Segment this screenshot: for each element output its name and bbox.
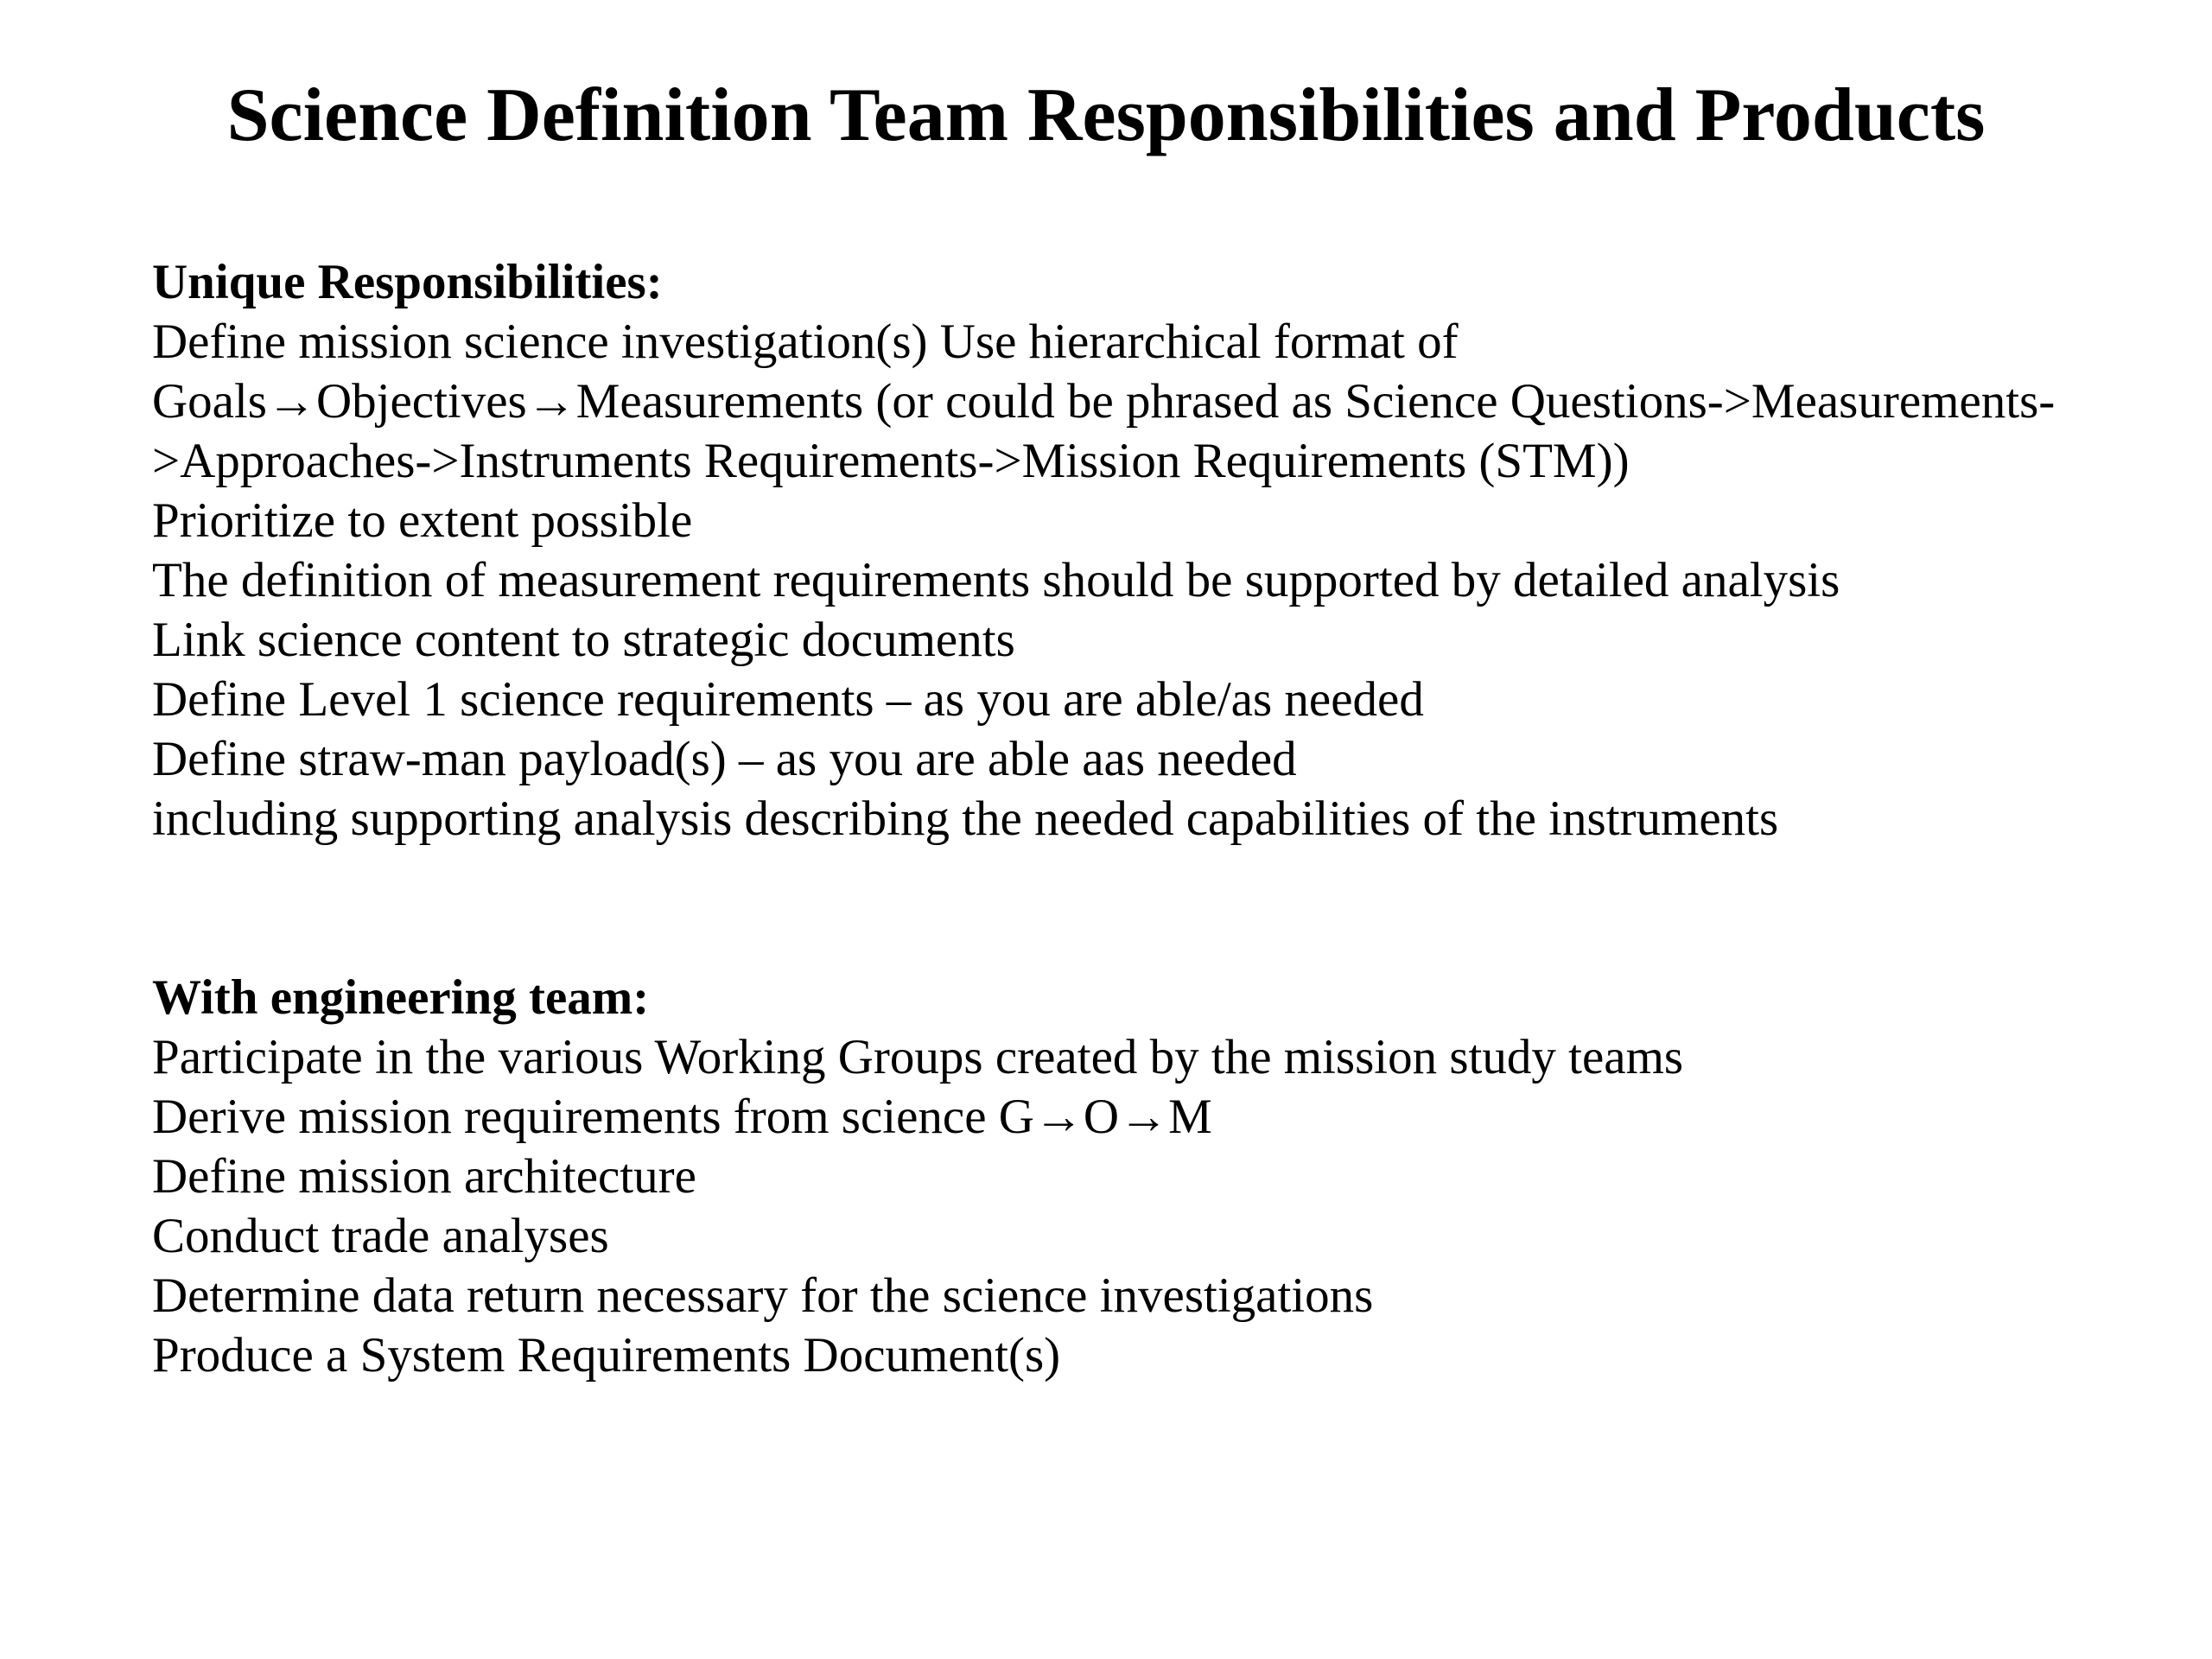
text-line: The definition of measurement requirements should be supported by detailed analysis bbox=[152, 553, 1840, 607]
text-line: Produce a System Requirements Document(s) bbox=[152, 1328, 1061, 1382]
text-line: Define straw-man payload(s) – as you are able aas needed bbox=[152, 732, 1297, 786]
text-line: Define mission architecture bbox=[152, 1149, 696, 1204]
text-line: Participate in the various Working Groups created by the mission study teams bbox=[152, 1030, 1684, 1084]
unique-responsibilities-heading: Unique Responsibilities: bbox=[152, 255, 663, 309]
engineering-team-heading: With engineering team: bbox=[152, 970, 650, 1025]
text-line: Determine data return necessary for the science investigations bbox=[152, 1268, 1374, 1323]
slide-title: Science Definition Team Responsibilities and Products bbox=[226, 73, 1986, 157]
text-line: Conduct trade analyses bbox=[152, 1209, 609, 1263]
text-line: Prioritize to extent possible bbox=[152, 493, 693, 548]
text-line: Goals→Objectives→Measurements (or could be phrased as Science Questions->Measurements- bbox=[152, 374, 2056, 429]
text-line: including supporting analysis describing the needed capabilities of the instruments bbox=[152, 791, 1779, 846]
text-line: Derive mission requirements from science G→O→M bbox=[152, 1090, 1212, 1144]
engineering-team-section bbox=[152, 968, 2157, 1385]
text-line: Define Level 1 science requirements – as you are able/as needed bbox=[152, 672, 1424, 727]
text-line: Define mission science investigation(s) Use hierarchical format of bbox=[152, 315, 1459, 369]
text-line: Link science content to strategic documents bbox=[152, 613, 1015, 667]
unique-responsibilities-section bbox=[152, 252, 2157, 849]
text-line: >Approaches->Instruments Requirements->Mission Requirements (STM)) bbox=[152, 434, 1630, 488]
